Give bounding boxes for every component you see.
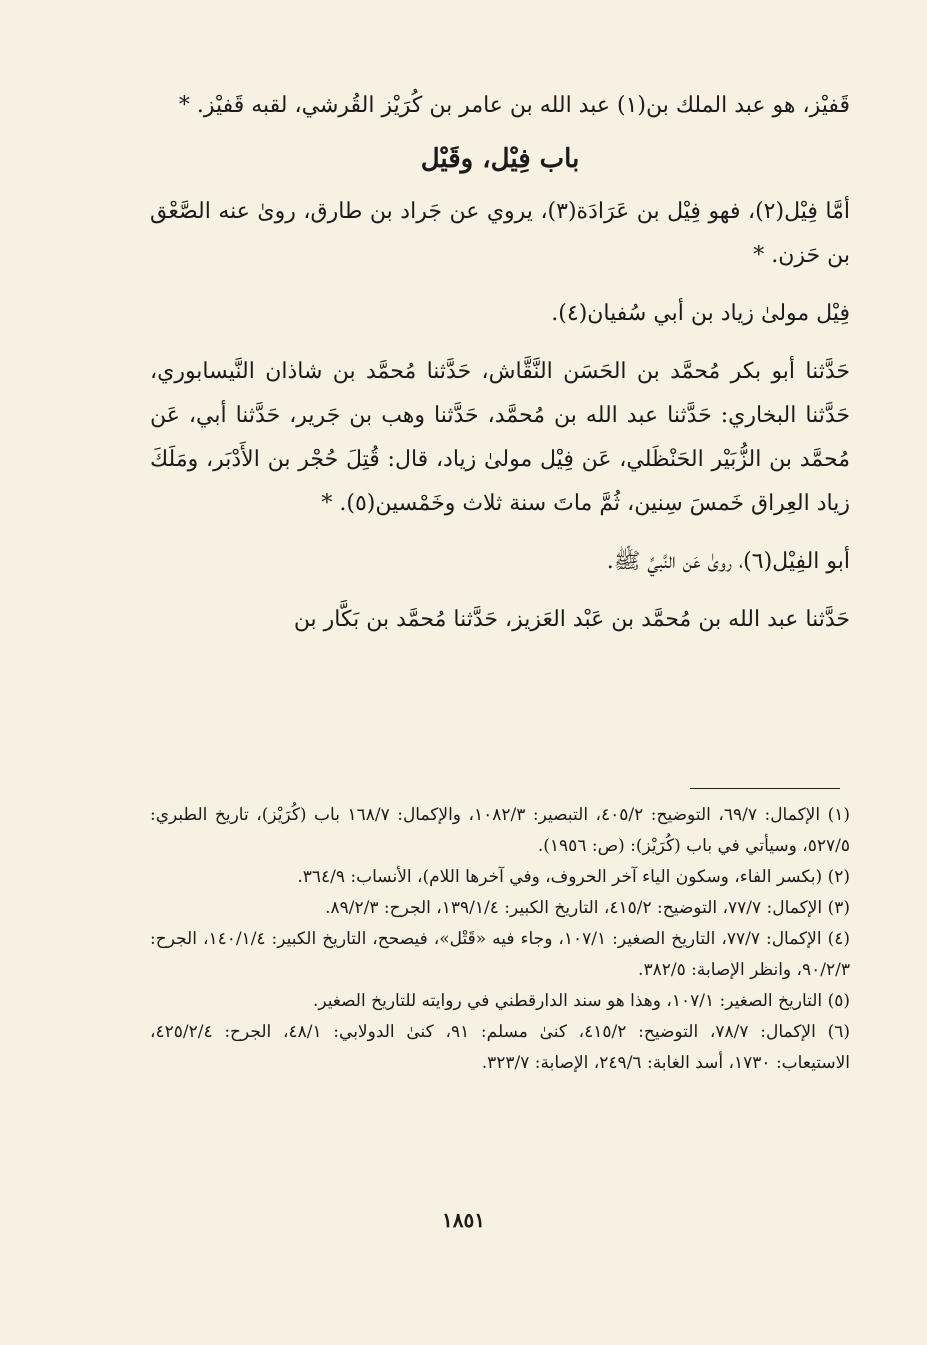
footnote-text: التاريخ الصغير: ١٠٧/١، وهذا هو سند الدارقطني في روايته للتاريخ الصغير. bbox=[312, 991, 823, 1011]
footnote-text: الإكمال: ٧٧/٧، التاريخ الصغير: ١٠٧/١، وجاء فيه «قَتْل»، فيصحح، التاريخ الكبير: ١٤٠/١/٤، الجرح: ٩٠/٢/٣، وانظر الإصابة: ٣٨٢/٥. bbox=[150, 929, 850, 980]
page-number: ١٨٥١ bbox=[442, 1208, 485, 1232]
paragraph-5: حَدَّثنا عبد الله بن مُحمَّد بن عَبْد العَزيز، حَدَّثنا مُحمَّد بن بَكَّار بن bbox=[293, 607, 850, 632]
paragraph-2: فِيْل مولىٰ زياد بن أبي سُفيان(٤). bbox=[551, 301, 850, 326]
main-text bbox=[150, 84, 850, 642]
paragraph-4: أبو الفِيْل(٦)، روىٰ عَن النَّبيِّ ﷺ. bbox=[606, 549, 850, 574]
footnote-6 bbox=[150, 1017, 850, 1079]
footnote-4 bbox=[150, 924, 850, 986]
footnote-2: (٢) (بكسر الفاء، وسكون الياء آخر الحروف، وفي آخرها اللام)، الأنساب: ٣٦٤/٩. bbox=[297, 867, 850, 887]
paragraph-1: أمَّا فِيْل(٢)، فهو فِيْل بن عَرَادَة(٣)، يروي عن جَراد بن طارق، روىٰ عنه الصَّعْق بن حَزن. * bbox=[150, 199, 850, 268]
footnote-text: بكسر الفاء، وسكون الياء آخر الحروف، وفي آخرها اللام)، الأنساب: ٣٦٤/٩. bbox=[297, 867, 816, 887]
intro-paragraph: قَفيْز، هو عبد الملك بن(١) عبد الله بن عامر بن كُرَيْز القُرشي، لقبه قَفيْز. * bbox=[178, 93, 850, 118]
footnote-number: (١) bbox=[827, 805, 850, 825]
footnote-divider bbox=[690, 788, 840, 789]
paragraph-3: حَدَّثنا أبو بكر مُحمَّد بن الحَسَن النَّقَّاش، حَدَّثنا مُحمَّد بن شاذان النَّيسابوري، حَدَّثنا البخاري: حَدَّثنا عبد الله بن مُحمَّد، حَدَّثنا وهب بن جَرير، حَدَّثنا أبي، عَن مُحمَّد بن الزُّبَيْر الحَنْظَلي، عَن فِيْل مولىٰ زياد، قال: قُتِلَ حُجْر بن الأَدْبَر، ومَلَكَ زياد العِراق خَمسَ سِنين، ثُمَّ ماتَ سنة ثلاث وخَمْسين(٥). * bbox=[150, 359, 850, 516]
footnote-text: الإكمال: ٧٧/٧، التوضيح: ٤١٥/٢، التاريخ الكبير: ١٣٩/١/٤، الجرح: ٨٩/٢/٣. bbox=[325, 898, 823, 918]
footnote-1 bbox=[150, 800, 850, 862]
footnote-number: (٣) bbox=[827, 898, 850, 918]
section-heading: باب فِيْل، وقَيْل bbox=[420, 144, 580, 174]
footnote-3 bbox=[150, 893, 850, 924]
footnote-text: الإكمال: ٦٩/٧، التوضيح: ٤٠٥/٢، التبصير: ١٠٨٢/٣، والإكمال: ١٦٨/٧ باب (كُرَيْز)، تاريخ الطبري: ٥٢٧/٥، وسيأتي في باب (كُرَيْز): (ص: ١٩٥٦). bbox=[150, 805, 850, 856]
footnote-number: (٦) bbox=[827, 1022, 850, 1042]
footnote-5 bbox=[150, 986, 850, 1017]
footnote-number: (٥) bbox=[827, 991, 850, 1011]
footnotes bbox=[150, 800, 850, 1079]
footnote-number: (٤) bbox=[827, 929, 850, 949]
footnote-number: (٢) bbox=[827, 867, 850, 887]
footnote-text: الإكمال: ٧٨/٧، التوضيح: ٤١٥/٢، كنىٰ مسلم: ٩١، كنىٰ الدولابي: ٤٨/١، الجرح: ٤٢٥/٢/٤، الاستيعاب: ١٧٣٠، أسد الغابة: ٢٤٩/٦، الإصابة: ٣٢٣/٧. bbox=[150, 1022, 850, 1073]
